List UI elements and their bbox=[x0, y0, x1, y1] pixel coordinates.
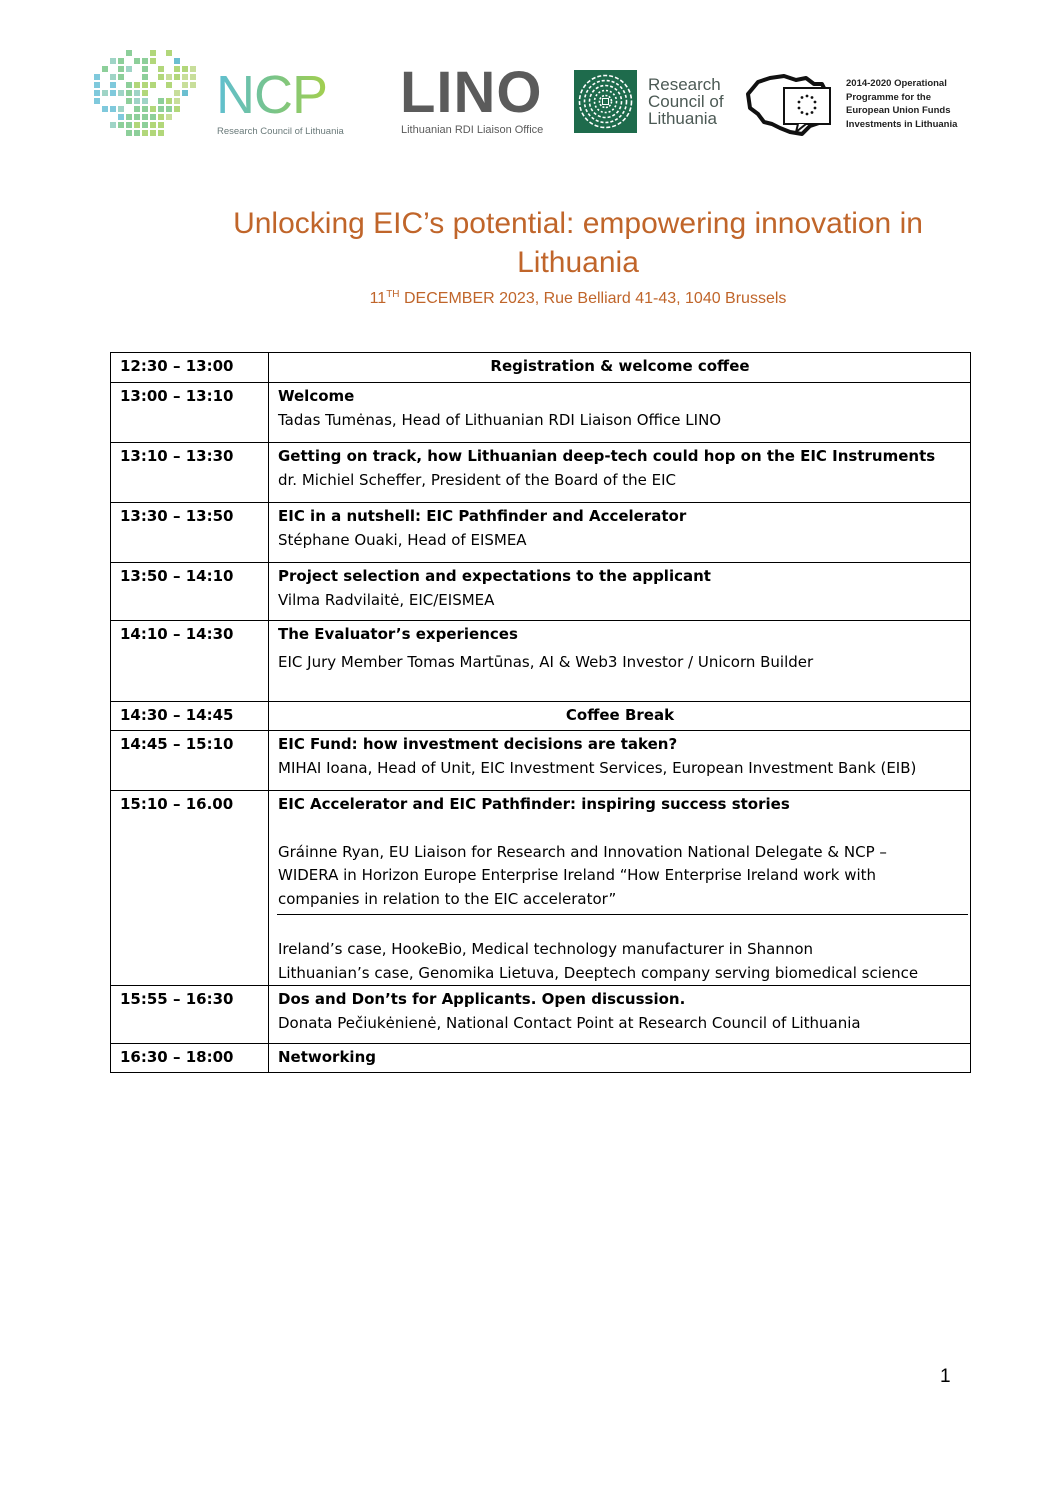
mosaic-pixel bbox=[142, 98, 148, 104]
mosaic-pixel bbox=[142, 122, 148, 128]
mosaic-pixel bbox=[126, 50, 132, 56]
agenda-content bbox=[269, 563, 971, 621]
agenda-row bbox=[111, 383, 971, 443]
agenda-row bbox=[111, 1044, 971, 1073]
agenda-title: Project selection and expectations to the applicant bbox=[278, 567, 711, 585]
mosaic-pixel bbox=[126, 90, 132, 96]
agenda-speaker: Stéphane Ouaki, Head of EISMEA bbox=[278, 530, 527, 549]
lino-logo-text: LINO bbox=[400, 60, 543, 125]
agenda-title: The Evaluator’s experiences bbox=[278, 625, 518, 643]
agenda-time: 13:30 – 13:50 bbox=[111, 503, 269, 563]
agenda-speaker-line: WIDERA in Horizon Europe Enterprise Ireland “How Enterprise Ireland work with bbox=[278, 866, 877, 884]
mosaic-pixel bbox=[150, 106, 156, 112]
mosaic-pixel bbox=[118, 114, 124, 120]
mosaic-pixel bbox=[102, 90, 108, 96]
mosaic-pixel bbox=[158, 114, 164, 120]
mosaic-pixel bbox=[150, 130, 156, 136]
mosaic-pixel bbox=[142, 74, 148, 80]
mosaic-pixel bbox=[166, 50, 172, 56]
title-line-1: Unlocking EIC’s potential: empowering innovation in bbox=[233, 207, 923, 240]
agenda-row bbox=[111, 563, 971, 621]
mosaic-pixel bbox=[166, 114, 172, 120]
agenda-content bbox=[269, 731, 971, 791]
mosaic-pixel bbox=[150, 58, 156, 64]
ncp-logo-subtitle: Research Council of Lithuania bbox=[217, 126, 344, 137]
mosaic-pixel bbox=[110, 106, 116, 112]
mosaic-pixel bbox=[182, 90, 188, 96]
agenda-speaker: Tadas Tumėnas, Head of Lithuanian RDI Liaison Office LINO bbox=[278, 410, 722, 429]
agenda-speaker: dr. Michiel Scheffer, President of the Board of the EIC bbox=[278, 470, 676, 489]
mosaic-pixel bbox=[158, 122, 164, 128]
mosaic-pixel bbox=[174, 74, 180, 80]
agenda-case-line: Lithuanian’s case, Genomika Lietuva, Deeptech company serving biomedical science bbox=[278, 963, 919, 982]
mosaic-pixel bbox=[174, 58, 180, 64]
mosaic-pixel bbox=[102, 66, 108, 72]
mosaic-pixel bbox=[190, 82, 196, 88]
mosaic-pixel bbox=[118, 58, 124, 64]
agenda-speaker: MIHAI Ioana, Head of Unit, EIC Investment Services, European Investment Bank (EIB) bbox=[278, 758, 917, 777]
mosaic-pixel bbox=[134, 122, 140, 128]
agenda-row bbox=[111, 503, 971, 563]
spacer bbox=[278, 915, 962, 938]
mosaic-pixel bbox=[150, 50, 156, 56]
agenda-content bbox=[269, 353, 971, 383]
agenda-row bbox=[111, 731, 971, 791]
op-line-4: Investments in Lithuania bbox=[846, 118, 958, 130]
mosaic-pixel bbox=[158, 74, 164, 80]
mosaic-pixel bbox=[110, 74, 116, 80]
mosaic-pixel bbox=[166, 82, 172, 88]
agenda-time: 13:50 – 14:10 bbox=[111, 563, 269, 621]
agenda-title: EIC in a nutshell: EIC Pathfinder and Accelerator bbox=[278, 507, 687, 525]
agenda-speaker-line: companies in relation to the EIC accelerator” bbox=[278, 889, 617, 908]
agenda-content bbox=[269, 702, 971, 731]
agenda-time: 14:10 – 14:30 bbox=[111, 621, 269, 702]
agenda-content bbox=[269, 621, 971, 702]
mosaic-pixel bbox=[102, 106, 108, 112]
lino-logo-subtitle: Lithuanian RDI Liaison Office bbox=[401, 124, 544, 136]
mosaic-pixel bbox=[142, 66, 148, 72]
rcl-line-3: Lithuania bbox=[648, 109, 718, 128]
agenda-speaker-line: Gráinne Ryan, EU Liaison for Research and Innovation National Delegate & NCP – bbox=[278, 842, 887, 861]
agenda-content bbox=[269, 443, 971, 503]
mosaic-pixel bbox=[150, 122, 156, 128]
mosaic-pixel bbox=[158, 106, 164, 112]
mosaic-pixel bbox=[166, 98, 172, 104]
mosaic-pixel bbox=[174, 106, 180, 112]
agenda-case-line: Ireland’s case, HookeBio, Medical technology manufacturer in Shannon bbox=[278, 940, 814, 958]
mosaic-pixel bbox=[126, 66, 132, 72]
agenda-title: Getting on track, how Lithuanian deep-tech could hop on the EIC Instruments bbox=[278, 447, 936, 465]
agenda-time: 15:10 – 16.00 bbox=[111, 791, 269, 986]
agenda-title: Networking bbox=[278, 1048, 376, 1066]
agenda-row bbox=[111, 702, 971, 731]
mosaic-pixel bbox=[142, 90, 148, 96]
spacer bbox=[278, 817, 962, 841]
agenda-speaker: Vilma Radvilaitė, EIC/EISMEA bbox=[278, 590, 495, 609]
mosaic-pixel bbox=[110, 90, 116, 96]
agenda-content bbox=[269, 986, 971, 1044]
mosaic-pixel bbox=[158, 98, 164, 104]
mosaic-pixel bbox=[134, 98, 140, 104]
agenda-time: 12:30 – 13:00 bbox=[111, 353, 269, 383]
agenda-title: EIC Accelerator and EIC Pathfinder: inspiring success stories bbox=[278, 795, 790, 813]
mosaic-pixel bbox=[174, 66, 180, 72]
agenda-time: 13:00 – 13:10 bbox=[111, 383, 269, 443]
document-title bbox=[110, 204, 1046, 282]
agenda-title: EIC Fund: how investment decisions are taken? bbox=[278, 735, 678, 753]
mosaic-pixel bbox=[182, 82, 188, 88]
mosaic-pixel bbox=[94, 90, 100, 96]
research-council-logo-text bbox=[648, 76, 724, 127]
mosaic-pixel bbox=[134, 114, 140, 120]
mosaic-pixel bbox=[182, 66, 188, 72]
mosaic-pixel bbox=[134, 106, 140, 112]
mosaic-pixel bbox=[134, 90, 140, 96]
date-suffix: TH bbox=[386, 289, 400, 300]
agenda-content bbox=[269, 791, 971, 986]
title-line-2: Lithuania bbox=[517, 246, 639, 279]
mosaic-pixel bbox=[118, 122, 124, 128]
mosaic-pixel bbox=[118, 90, 124, 96]
agenda-row bbox=[111, 353, 971, 383]
agenda-time: 14:45 – 15:10 bbox=[111, 731, 269, 791]
mosaic-pixel bbox=[94, 98, 100, 104]
agenda-content bbox=[269, 503, 971, 563]
mosaic-pixel bbox=[174, 90, 180, 96]
mosaic-pixel bbox=[126, 98, 132, 104]
op-line-3: European Union Funds bbox=[846, 105, 951, 116]
mosaic-pixel bbox=[182, 74, 188, 80]
agenda-time: 13:10 – 13:30 bbox=[111, 443, 269, 503]
date-day: 11 bbox=[369, 290, 387, 307]
mosaic-pixel bbox=[142, 82, 148, 88]
agenda-content bbox=[269, 383, 971, 443]
mosaic-pixel bbox=[142, 106, 148, 112]
research-council-emblem-icon bbox=[574, 70, 637, 133]
agenda-title: Welcome bbox=[278, 387, 355, 405]
mosaic-pixel bbox=[150, 114, 156, 120]
date-rest: DECEMBER 2023, Rue Belliard 41-43, 1040 Brussels bbox=[399, 290, 787, 307]
agenda-time: 16:30 – 18:00 bbox=[111, 1044, 269, 1073]
mosaic-pixel bbox=[118, 106, 124, 112]
agenda-title: Registration & welcome coffee bbox=[490, 357, 750, 375]
mosaic-pixel bbox=[134, 82, 140, 88]
op-line-1: 2014-2020 Operational bbox=[846, 78, 947, 89]
mosaic-pixel bbox=[126, 122, 132, 128]
mosaic-pixel bbox=[142, 58, 148, 64]
agenda-time: 15:55 – 16:30 bbox=[111, 986, 269, 1044]
mosaic-pixel bbox=[110, 82, 116, 88]
mosaic-pixel bbox=[166, 74, 172, 80]
mosaic-pixel bbox=[118, 66, 124, 72]
lithuania-map-eu-flag-icon bbox=[744, 72, 836, 136]
mosaic-pixel bbox=[126, 82, 132, 88]
agenda-speaker: EIC Jury Member Tomas Martūnas, AI & Web3 Investor / Unicorn Builder bbox=[278, 652, 814, 671]
op-line-2: Programme for the bbox=[846, 91, 931, 103]
agenda-row bbox=[111, 791, 971, 986]
event-date-location bbox=[110, 290, 1046, 308]
mosaic-pixel bbox=[126, 130, 132, 136]
mosaic-pixel bbox=[174, 98, 180, 104]
ncp-logo-text: NCP bbox=[216, 65, 328, 125]
agenda-title: Dos and Don’ts for Applicants. Open discussion. bbox=[278, 990, 686, 1008]
agenda-table bbox=[110, 352, 971, 1073]
mosaic-pixel bbox=[142, 114, 148, 120]
mosaic-pixel bbox=[158, 66, 164, 72]
page-number: 1 bbox=[940, 1366, 951, 1387]
agenda-time: 14:30 – 14:45 bbox=[111, 702, 269, 731]
agenda-content bbox=[269, 1044, 971, 1073]
mosaic-pixel bbox=[190, 66, 196, 72]
mosaic-pixel bbox=[94, 82, 100, 88]
rcl-line-1: Research bbox=[648, 75, 721, 94]
mosaic-pixel bbox=[150, 82, 156, 88]
agenda-row bbox=[111, 443, 971, 503]
mosaic-pixel bbox=[158, 130, 164, 136]
ncp-mosaic-logo bbox=[92, 48, 202, 140]
mosaic-pixel bbox=[142, 130, 148, 136]
mosaic-pixel bbox=[118, 74, 124, 80]
mosaic-pixel bbox=[110, 122, 116, 128]
mosaic-pixel bbox=[134, 130, 140, 136]
mosaic-pixel bbox=[110, 58, 116, 64]
mosaic-pixel bbox=[94, 74, 100, 80]
agenda-speaker: Donata Pečiukėnienė, National Contact Point at Research Council of Lithuania bbox=[278, 1013, 861, 1032]
mosaic-pixel bbox=[190, 74, 196, 80]
rcl-line-2: Council of bbox=[648, 92, 724, 111]
agenda-row bbox=[111, 621, 971, 702]
mosaic-pixel bbox=[126, 114, 132, 120]
agenda-row bbox=[111, 986, 971, 1044]
mosaic-pixel bbox=[134, 58, 140, 64]
operational-programme-logo-text bbox=[846, 77, 957, 131]
logo-strip bbox=[0, 0, 1058, 160]
agenda-title: Coffee Break bbox=[565, 706, 675, 724]
mosaic-pixel bbox=[166, 106, 172, 112]
